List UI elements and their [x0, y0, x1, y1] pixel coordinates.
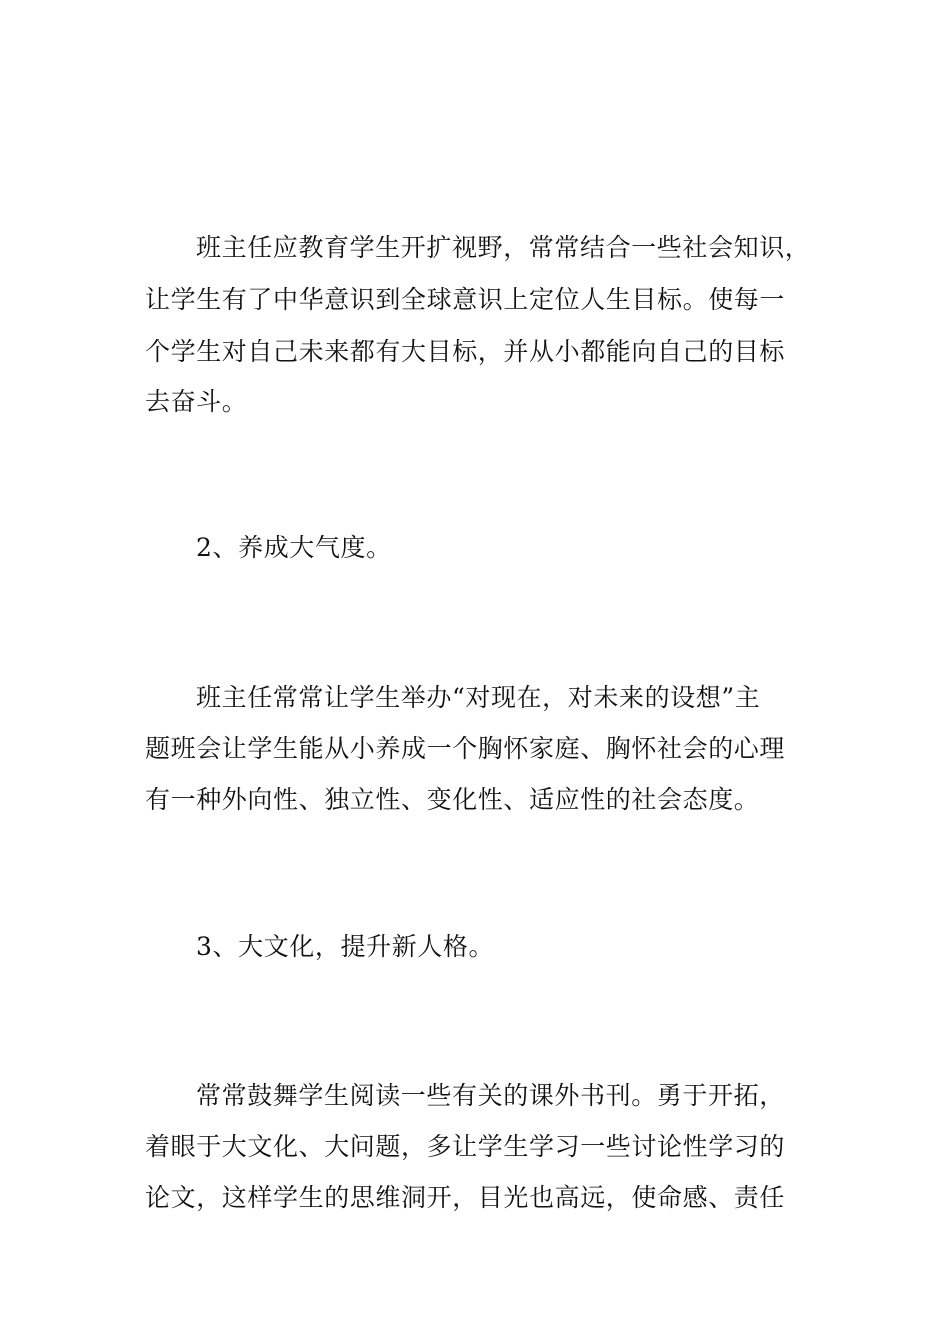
paragraph-1-line-1: 班主任应教育学生开扩视野，常常结合一些社会知识， [196, 233, 811, 262]
paragraph-1-line-4: 去奋斗。 [145, 387, 248, 416]
paragraph-1-line-2: 让学生有了中华意识到全球意识上定位人生目标。使每一 [145, 285, 786, 314]
paragraph-5-line-2: 着眼于大文化、大问题，多让学生学习一些讨论性学习的 [145, 1132, 786, 1161]
section-heading-3: 3、大文化，提升新人格。 [196, 932, 495, 961]
paragraph-3-line-2: 题班会让学生能从小养成一个胸怀家庭、胸怀社会的心理 [145, 734, 786, 763]
paragraph-5-line-3: 论文，这样学生的思维洞开，目光也高远，使命感、责任 [145, 1183, 786, 1212]
paragraph-3-line-3: 有一种外向性、独立性、变化性、适应性的社会态度。 [145, 785, 760, 814]
paragraph-5-line-1: 常常鼓舞学生阅读一些有关的课外书刊。勇于开拓， [196, 1081, 785, 1110]
paragraph-3-line-1: 班主任常常让学生举办“对现在，对未来的设想”主 [196, 683, 761, 712]
section-heading-2: 2、养成大气度。 [196, 533, 392, 562]
paragraph-1-line-3: 个学生对自己未来都有大目标，并从小都能向自己的目标 [145, 337, 786, 366]
